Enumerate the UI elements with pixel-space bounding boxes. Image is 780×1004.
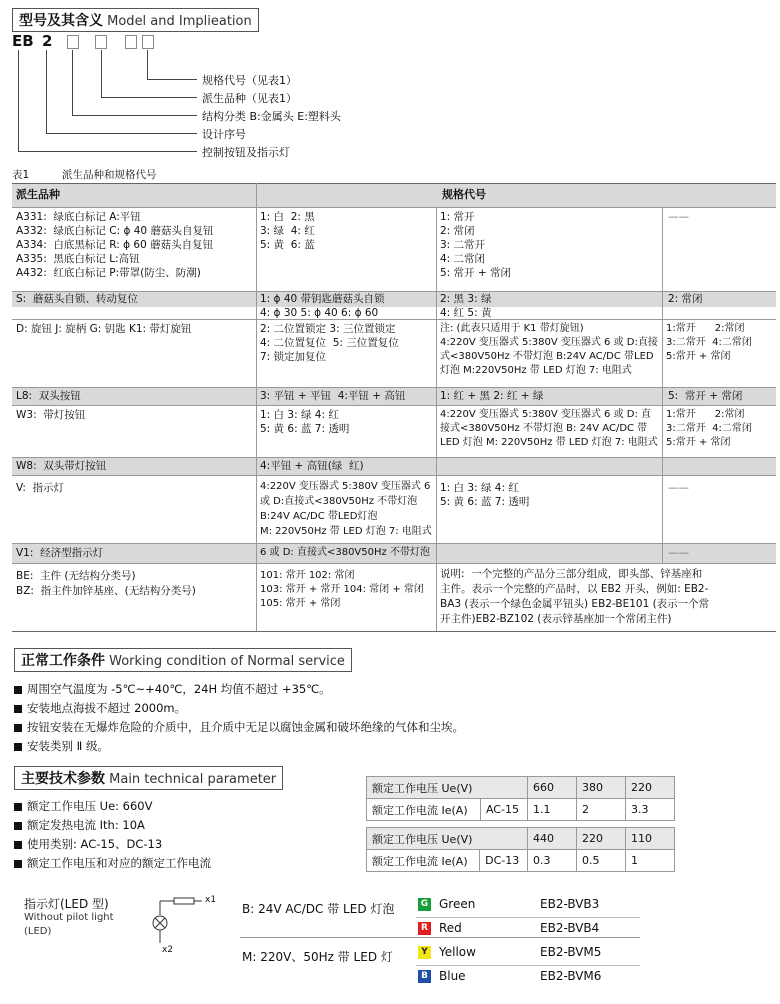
list-item <box>14 855 211 871</box>
table-cell: 1.1 <box>528 799 577 821</box>
table-row: L8: 双头按钮 <box>16 390 81 402</box>
table1-header-spec: 规格代号 <box>442 188 486 201</box>
working-item: 安装类别 Ⅱ 级。 <box>27 739 109 753</box>
pilot-option-m: M: 220V、50Hz 带 LED 灯 <box>242 950 393 964</box>
table-cell: 额定工作电压 Ue(V) <box>367 828 528 850</box>
product-code: EB2-BVM5 <box>540 945 602 959</box>
table-cell: 440 <box>528 828 577 850</box>
technical-title-cn: 主要技术参数 <box>21 771 105 787</box>
ac-current-table <box>366 776 675 821</box>
working-condition-title <box>14 648 352 672</box>
code-box-variant <box>95 35 107 49</box>
table-cell: 1: 常开 2: 常闭 3: 二常开 4: 二常闭 5: 常开 + 常闭 <box>440 211 512 279</box>
pilot-title-en-2: (LED) <box>24 926 52 937</box>
blue-badge-icon: B <box>418 970 431 983</box>
product-code: EB2-BVB4 <box>540 921 600 935</box>
working-item: 周围空气温度为 -5℃~+40℃，24H 均值不超过 +35℃。 <box>27 682 331 696</box>
pilot-title-cn: 指示灯(LED 型) <box>24 897 109 911</box>
table-row: V1: 经济型指示灯 <box>16 547 104 559</box>
table-cell: 2 <box>577 799 626 821</box>
table-cell: 2: 二位置锁定 3: 三位置锁定 4: 二位置复位 5: 三位置复位 7: 锁定加复位 <box>260 323 399 363</box>
table-cell: 额定工作电压 Ue(V) <box>367 777 528 799</box>
legend-variant: 派生品种（见表1） <box>202 92 297 105</box>
model-prefix: EB <box>12 32 34 50</box>
table-cell: 110 <box>626 828 675 850</box>
list-item <box>418 921 462 935</box>
table1-caption-no: 表1 <box>12 169 30 181</box>
working-title-cn: 正常工作条件 <box>21 653 105 669</box>
table-cell: DC-13 <box>480 850 528 872</box>
table-cell: 3: 平钮 + 平钮 4:平钮 + 高钮 <box>260 390 406 402</box>
technical-item: 额定工作电压 Ue: 660V <box>27 799 153 813</box>
list-item <box>14 817 145 833</box>
pilot-color-list <box>416 894 640 990</box>
table-cell: 1:常开 2:常闭 3:二常开 4:二常闭 5:常开 + 常闭 <box>666 323 752 362</box>
table-cell: 220 <box>626 777 675 799</box>
product-code: EB2-BVM6 <box>540 969 602 983</box>
table-cell: 1: 白 2: 黑 3: 绿 4: 红 5: 黄 6: 蓝 <box>260 211 315 251</box>
legend-structure: 结构分类 B:金属头 E:塑料头 <box>202 110 341 123</box>
color-name: Yellow <box>439 945 476 959</box>
table-cell: 6 或 D: 直接式<380V50Hz 不带灯泡 <box>260 547 430 558</box>
table-row: D: 旋钮 J: 旋柄 G: 钥匙 K1: 带灯旋钮 <box>16 323 192 335</box>
table-cell: 注: (此表只适用于 K1 带灯旋钮) 4:220V 变压器式 5:380V 变压器式 6 或 D:直接 式<380V50Hz 不带灯泡 B:24V AC/DC 带LED 灯泡 M:220V50Hz 带 LED 灯泡 7: 电阻式 <box>440 323 658 376</box>
table-cell: 说明: 一个完整的产品分三部分组成，即头部、锌基座和 主件。表示一个完整的产品时，以 EB2 开头，例如: EB2- BA3 (表示一个绿色金属平钮头) EB2-BE101 (表示一个常 开主件)EB2-BZ102 (表示锌基座加一个常闭主件) <box>440 568 710 625</box>
working-item: 安装地点海拔不超过 2000m。 <box>27 701 187 715</box>
list-item <box>14 738 109 754</box>
list-item <box>14 836 162 852</box>
legend-spec-code: 规格代号（见表1） <box>202 74 297 87</box>
table-row: S: 蘑菇头自锁、转动复位 <box>16 293 138 305</box>
technical-item: 额定工作电压和对应的额定工作电流 <box>27 856 211 870</box>
model-section-title <box>12 8 259 32</box>
table-cell: 380 <box>577 777 626 799</box>
terminal-x2-label: x2 <box>162 945 174 955</box>
technical-item: 额定发热电流 Ith: 10A <box>27 818 145 832</box>
table-cell: 额定工作电流 Ie(A) <box>367 799 481 821</box>
table1-header-variant: 派生品种 <box>16 188 60 201</box>
table-cell: 额定工作电流 Ie(A) <box>367 850 480 872</box>
color-name: Blue <box>439 969 466 983</box>
table-cell: 4:220V 变压器式 5:380V 变压器式 6 或 D: 直 接式<380V50Hz 不带灯泡 B: 24V AC/DC 带 LED 灯泡 M: 220V50Hz 带 LED 灯泡 7: 电阻式 <box>440 409 658 448</box>
table-cell: 1: ϕ 40 带钥匙蘑菇头自锁 4: ϕ 30 5: ϕ 40 6: ϕ 60 <box>260 293 385 319</box>
pilot-title-en-1: Without pilot light <box>24 912 114 923</box>
list-item <box>14 700 186 716</box>
table-cell: 4:平钮 + 高钮(绿 红) <box>260 460 364 472</box>
table-cell: 101: 常开 102: 常闭 103: 常开 + 常开 104: 常闭 + 常闭 105: 常开 + 常闭 <box>260 570 424 609</box>
pilot-option-b: B: 24V AC/DC 带 LED 灯泡 <box>242 902 395 916</box>
list-item <box>14 798 153 814</box>
table-cell: 2: 常闭 <box>668 293 703 305</box>
table-cell: 3.3 <box>626 799 675 821</box>
yellow-badge-icon: Y <box>418 946 431 959</box>
table-cell: 1:常开 2:常闭 3:二常开 4:二常闭 5:常开 + 常闭 <box>666 409 752 448</box>
table-cell: 1 <box>626 850 675 872</box>
table-cell: 220 <box>577 828 626 850</box>
table-cell: 2: 黑 3: 绿 4: 红 5: 黄 <box>440 293 492 319</box>
table-cell: 0.5 <box>577 850 626 872</box>
legend-product: 控制按钮及指示灯 <box>202 146 290 159</box>
table-row: W8: 双头带灯按钮 <box>16 460 107 472</box>
variant-spec-table <box>12 183 776 631</box>
list-item <box>418 969 466 983</box>
working-item: 按钮安装在无爆炸危险的介质中，且介质中无足以腐蚀金属和破坏绝缘的气体和尘埃。 <box>27 720 464 734</box>
color-name: Red <box>439 921 462 935</box>
table-row: BE: 主件 (无结构分类号) BZ: 指主件加锌基座、(无结构分类号) <box>16 570 196 597</box>
code-box-structure <box>67 35 79 49</box>
table-cell: —— <box>668 482 689 494</box>
table-row: A331: 绿底白标记 A:平钮 A332: 绿底白标记 C: ϕ 40 蘑菇头自复钮 A334: 白底黑标记 R: ϕ 60 蘑菇头自复钮 A335: 黑底白标记 L:高钮 A432: 红底白标记 P:带罩(防尘、防潮) <box>16 211 214 279</box>
table-row: W3: 带灯按钮 <box>16 409 86 421</box>
code-box-spec-2 <box>142 35 154 49</box>
table-cell: 1: 白 3: 绿 4: 红 5: 黄 6: 蓝 7: 透明 <box>260 409 350 435</box>
model-title-en: Model and Implieation <box>107 14 252 29</box>
model-digit: 2 <box>42 32 53 50</box>
table-row: V: 指示灯 <box>16 482 65 494</box>
table1-caption: 派生品种和规格代号 <box>62 169 157 181</box>
technical-title <box>14 766 283 790</box>
red-badge-icon: R <box>418 922 431 935</box>
table-cell: AC-15 <box>480 799 527 821</box>
technical-title-en: Main technical parameter <box>109 772 277 787</box>
product-code: EB2-BVB3 <box>540 897 600 911</box>
working-title-en: Working condition of Normal service <box>109 654 345 669</box>
table-cell: 1: 白 3: 绿 4: 红 5: 黄 6: 蓝 7: 透明 <box>440 482 530 508</box>
table-cell: 0.3 <box>528 850 577 872</box>
green-badge-icon: G <box>418 898 431 911</box>
color-name: Green <box>439 897 476 911</box>
list-item <box>418 945 476 959</box>
technical-item: 使用类别: AC-15、DC-13 <box>27 837 163 851</box>
legend-design-no: 设计序号 <box>202 128 246 141</box>
code-box-spec-1 <box>125 35 137 49</box>
table-cell: 5: 常开 + 常闭 <box>668 390 743 402</box>
list-item <box>14 681 331 697</box>
model-title-cn: 型号及其含义 <box>19 13 103 29</box>
list-item <box>14 719 464 735</box>
table-cell: 660 <box>528 777 577 799</box>
table-cell: 1: 红 + 黑 2: 红 + 绿 <box>440 390 544 402</box>
list-item <box>418 897 475 911</box>
terminal-x1-label: x1 <box>205 895 217 905</box>
table-cell: —— <box>668 211 689 223</box>
table-cell: 4:220V 变压器式 5:380V 变压器式 6 或 D:直接式<380V50Hz 不带灯泡 B:24V AC/DC 带LED灯泡 M: 220V50Hz 带 LED 灯泡 7: 电阻式 <box>260 481 432 537</box>
dc-current-table <box>366 827 675 872</box>
table-cell: —— <box>668 547 689 559</box>
